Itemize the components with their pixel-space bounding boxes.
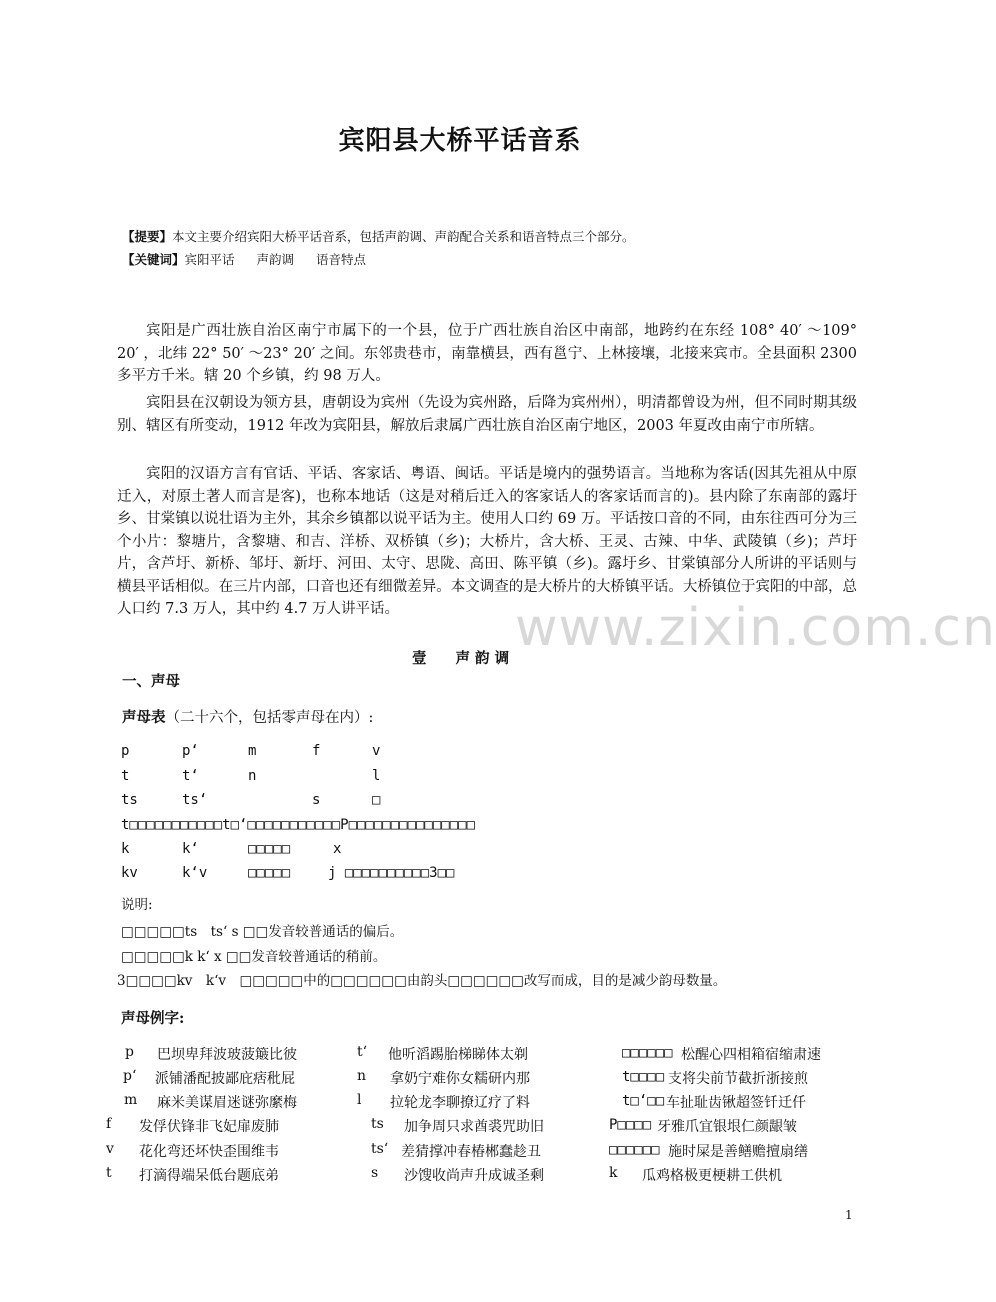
example-initial: k — [609, 1165, 618, 1181]
table-cell: x — [333, 841, 342, 857]
table-cell: kv — [121, 865, 138, 881]
example-chars: 加争周只求酋裘咒助旧 — [404, 1119, 544, 1135]
watermark: www.zixin.com.cn — [515, 598, 996, 658]
table-cell: ts‘ — [182, 792, 208, 808]
table-cell: □ — [372, 792, 381, 808]
explanation-item: □□□□□k k‘ x □□发音较普通话的稍前。 — [121, 949, 387, 965]
keyword: 语音特点 — [316, 252, 367, 267]
table-cell: k‘v — [182, 865, 208, 881]
table-cell: l — [372, 768, 381, 784]
example-chars: 施时屎是善鳝赡擅扇缮 — [668, 1144, 808, 1160]
table-cell: t — [121, 768, 130, 784]
example-initial: □□□□□□ — [622, 1045, 673, 1061]
table-cell: s — [312, 792, 321, 808]
initials-table-caption — [122, 707, 373, 730]
example-chars: 松醒心四相箱宿缩肃速 — [681, 1047, 821, 1063]
keyword: 宾阳平话 — [184, 252, 235, 267]
table-cell: f — [312, 743, 321, 759]
example-chars: 发俘伏锋非飞妃扉废肺 — [139, 1119, 279, 1135]
table-cell: □□□□□ — [248, 841, 291, 857]
abstract — [122, 227, 635, 245]
example-initial: t — [106, 1165, 112, 1181]
paragraph: 宾阳的汉语方言有官话、平话、客家话、粤语、闽话。平话是境内的强势语言。当地称为客话(因其先祖从中原迁入，对原土著人而言是客)，也称本地话（这是对稍后迁入的客家话人的客家话而言的)。县内除了东南部的露圩乡、甘棠镇以说壮语为主外，其余乡镇都以说平话为主。使用人口约 69 万。平话按口音的不同，由东往西可分为三个小片：黎塘片，含黎塘、和吉、洋桥、双桥镇（乡)；大桥片，含大桥、王灵、古辣、中华、武陵镇（乡)；芦圩片，含芦圩、新桥、邹圩、新圩、河田、太守、思陇、高田、陈平镇（乡)。露圩乡、甘棠镇部分人所讲的平话则与横县平话相似。在三片内部，口音也还有细微差异。本文调查的是大桥片的大桥镇平话。大桥镇位于宾阳的中部，总人口约 7.3 万人，其中约 4.7 万人讲平话。 — [117, 466, 857, 617]
example-initial: P□□□□ — [609, 1117, 652, 1133]
table-cell: ts — [121, 792, 138, 808]
example-initial: f — [106, 1116, 112, 1132]
initials-table-note: （二十六个，包括零声母在内）: — [165, 710, 374, 726]
table-cell: t□□□□□□□□□□□t□‘□□□□□□□□□□□P□□□□□□□□□□□□□□□ — [121, 817, 476, 833]
example-chars: 他听滔踢胎梯睇体太剃 — [388, 1047, 528, 1063]
explanation-item: □□□□□ts ts‘ s □□发音较普通话的偏后。 — [121, 924, 404, 940]
example-initial: t□‘□□ — [622, 1093, 665, 1109]
example-chars: 派铺潘配披鄙庇痞秕屁 — [155, 1071, 295, 1087]
example-chars: 花化弯还坏快歪围维韦 — [139, 1144, 279, 1160]
example-chars: 车扯耻齿锹超签钎迁仟 — [666, 1095, 806, 1111]
abstract-label: 【提要】 — [122, 229, 173, 244]
example-initial: □□□□□□ — [609, 1142, 660, 1158]
example-chars: 沙馊收尚声升成诚圣剩 — [404, 1168, 544, 1184]
table-cell: k — [121, 841, 130, 857]
page-title: 宾阳县大桥平话音系 — [338, 126, 582, 156]
example-chars: 麻米美谋眉迷谜弥縻梅 — [157, 1095, 297, 1111]
table-cell: □□□□□ — [248, 865, 291, 881]
example-chars: 打滴得端呆低台题底弟 — [139, 1168, 279, 1184]
example-initial: t□□□□ — [622, 1069, 665, 1085]
keyword: 声韵调 — [256, 252, 295, 267]
example-chars: 差猜撑冲春椿郴蠢趁丑 — [401, 1144, 541, 1160]
page-number: 1 — [845, 1208, 853, 1222]
example-chars: 瓜鸡格极更梗耕工供机 — [642, 1168, 782, 1184]
example-initial: n — [357, 1068, 367, 1084]
example-initial: v — [106, 1141, 114, 1157]
table-cell: j □□□□□□□□□□3□□ — [328, 865, 455, 881]
explanation-item: 3□□□□kv k‘v □□□□□中的□□□□□□由韵头□□□□□□改写而成，目的是减少韵母数量。 — [117, 973, 727, 989]
table-cell: p‘ — [182, 743, 199, 759]
table-cell: p — [121, 743, 130, 759]
keywords — [122, 250, 366, 268]
explanation-label: 说明: — [121, 897, 153, 913]
keywords-label: 【关键词】 — [122, 252, 185, 267]
example-initial: t‘ — [357, 1044, 368, 1060]
initials-table-label: 声母表 — [122, 709, 166, 726]
example-initial: m — [124, 1092, 138, 1108]
example-chars: 巴坝卑拜波玻菠簸比彼 — [157, 1047, 297, 1063]
example-initial: p — [125, 1044, 134, 1060]
paragraph: 宾阳是广西壮族自治区南宁市属下的一个县，位于广西壮族自治区中南部，地跨约在东经 108° 40′ ～109° 20′ ，北纬 22° 50′ ～23° 20′ 之间。东邻贵巷市，南靠横县，西有邕宁、上林接壤，北接来宾市。全县面积 2300 多平方千米。辖 20 个乡镇，约 98 万人。 — [117, 323, 857, 384]
example-initial: l — [357, 1092, 362, 1108]
table-cell: m — [248, 743, 257, 759]
table-cell: v — [372, 743, 381, 759]
subsection-heading: 一、声母 — [122, 673, 180, 690]
table-cell: k‘ — [182, 841, 199, 857]
example-chars: 支将尖前节截折浙接煎 — [668, 1071, 808, 1087]
example-initial: ts — [371, 1116, 384, 1132]
example-initial: s — [371, 1165, 379, 1181]
section-heading: 壹 声 韵 调 — [412, 650, 510, 667]
example-chars: 牙雅爪宜银垠仁颜龈皱 — [657, 1119, 797, 1135]
paragraph: 宾阳县在汉朝设为领方县，唐朝设为宾州（先设为宾州路，后降为宾州州），明清都曾设为州，但不同时期其级别、辖区有所变动，1912 年改为宾阳县，解放后隶属广西壮族自治区南宁地区，2003 年夏改由南宁市所辖。 — [117, 395, 857, 434]
example-chars: 拉轮龙李聊撩辽疗了料 — [390, 1095, 530, 1111]
example-chars: 拿奶宁难你女糯研内那 — [390, 1071, 530, 1087]
examples-label: 声母例字: — [121, 1010, 185, 1027]
example-initial: ts‘ — [371, 1141, 389, 1157]
table-cell: t‘ — [182, 768, 199, 784]
example-initial: p‘ — [123, 1068, 137, 1084]
abstract-text: 本文主要介绍宾阳大桥平话音系，包括声韵调、声韵配合关系和语音特点三个部分。 — [172, 229, 635, 244]
table-cell: n — [248, 768, 257, 784]
